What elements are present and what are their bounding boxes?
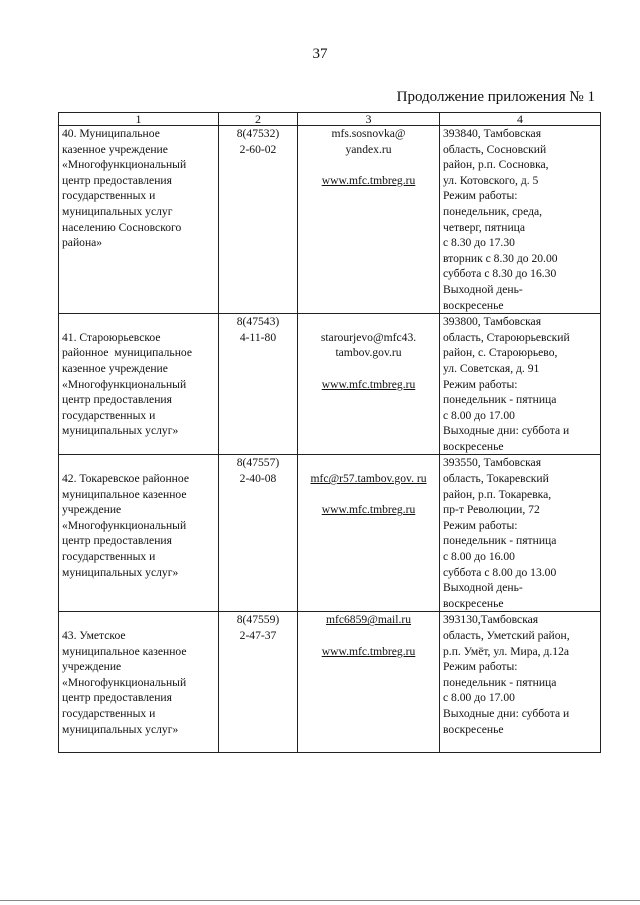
address-line: 393130,Тамбовская: [443, 613, 539, 627]
address-line: пр-т Революции, 72: [443, 503, 540, 517]
institution-name-cell: [59, 126, 219, 314]
contact-cell: [298, 314, 440, 455]
column-header: 2: [219, 113, 298, 126]
institution-name-line: муниципальных услуг: [62, 204, 173, 218]
address-line: с 8.30 до 17.30: [443, 236, 515, 250]
address-line: Выходные дни: суббота и: [443, 706, 570, 720]
table-row: [59, 126, 601, 314]
phone-cell: [219, 314, 298, 455]
column-header: 3: [298, 113, 440, 126]
institution-name-line: муниципальное казенное: [62, 487, 187, 501]
table-row: [59, 314, 601, 455]
column-header: 1: [59, 113, 219, 126]
address-cell: [440, 126, 601, 314]
phone-cell: [219, 126, 298, 314]
institution-name-line: 42. Токаревское районное: [62, 472, 189, 486]
address-line: Режим работы:: [443, 189, 518, 203]
email-link[interactable]: yandex.ru: [345, 142, 392, 156]
institution-name-line: муниципальное казенное: [62, 644, 187, 658]
address-line: ул. Котовского, д. 5: [443, 173, 539, 187]
institution-name-line: учреждение: [62, 660, 122, 674]
address-line: воскресенье: [443, 596, 504, 610]
website-link[interactable]: www.mfc.tmbreg.ru: [321, 644, 416, 658]
address-line: с 8.00 до 17.00: [443, 691, 515, 705]
email-link[interactable]: mfc6859@mail.ru: [325, 613, 412, 627]
address-line: понедельник - пятница: [443, 534, 557, 548]
address-line: воскресенье: [443, 722, 504, 736]
phone-line: 2-40-08: [239, 472, 277, 486]
address-cell: [440, 314, 601, 455]
address-line: суббота с 8.30 до 16.30: [443, 267, 557, 281]
institution-name-line: центр предоставления: [62, 691, 172, 705]
institution-name-line: «Многофункциональный: [62, 158, 187, 172]
address-cell: [440, 455, 601, 612]
address-line: область, Уметский район,: [443, 629, 570, 642]
institution-name-line: казенное учреждение: [62, 361, 168, 375]
email-link[interactable]: starourjevo@mfc43.: [320, 330, 417, 344]
institution-name-cell: [59, 314, 219, 455]
institution-name-line: районное муниципальное: [62, 346, 192, 360]
table-header-row: [59, 113, 601, 126]
address-line: понедельник - пятница: [443, 675, 557, 689]
address-line: район, с. Староюрьево,: [443, 346, 558, 360]
address-line: понедельник - пятница: [443, 393, 557, 407]
address-line: с 8.00 до 16.00: [443, 550, 515, 564]
institution-name-line: государственных и: [62, 408, 156, 422]
institution-name-line: центр предоставления: [62, 393, 172, 407]
institution-name-cell: [59, 612, 219, 753]
institution-name-line: государственных и: [62, 550, 156, 564]
institution-name-line: «Многофункциональный: [62, 518, 187, 532]
address-line: район, р.п. Токаревка,: [443, 487, 552, 501]
contact-cell: [298, 455, 440, 612]
table-row: [59, 612, 601, 753]
institution-name-line: 40. Муниципальное: [62, 127, 160, 140]
phone-cell: [219, 612, 298, 753]
address-line: понедельник, среда,: [443, 204, 543, 218]
page-number: 37: [312, 46, 328, 62]
institution-name-line: «Многофункциональный: [62, 675, 187, 689]
email-link[interactable]: mfc@r57.tambov.gov. ru: [310, 472, 427, 486]
phone-line: 4-11-80: [239, 330, 277, 344]
phone-cell: [219, 455, 298, 612]
address-line: Выходные дни: суббота и: [443, 424, 570, 438]
institution-name-line: муниципальных услуг»: [62, 722, 179, 736]
institution-name-line: центр предоставления: [62, 534, 172, 548]
continuation-title: Продолжение приложения № 1: [396, 89, 595, 105]
email-link[interactable]: mfs.sosnovka@: [331, 127, 406, 140]
column-header: 4: [440, 113, 601, 126]
phone-line: 8(47557): [236, 456, 280, 470]
address-line: 393800, Тамбовская: [443, 315, 542, 329]
institution-name-line: 41. Староюрьевское: [62, 330, 161, 344]
address-line: район, р.п. Сосновка,: [443, 158, 549, 172]
address-line: ул. Советская, д. 91: [443, 361, 540, 375]
address-cell: [440, 612, 601, 753]
website-link[interactable]: www.mfc.tmbreg.ru: [321, 377, 416, 391]
institutions-table: [58, 112, 601, 753]
website-link[interactable]: www.mfc.tmbreg.ru: [321, 503, 416, 517]
contact-cell: [298, 612, 440, 753]
address-line: область, Староюрьевский: [443, 330, 570, 344]
address-line: область, Сосновский: [443, 142, 547, 156]
address-line: суббота с 8.00 до 13.00: [443, 565, 557, 579]
institution-name-line: государственных и: [62, 706, 156, 720]
institution-name-line: «Многофункциональный: [62, 377, 187, 391]
phone-line: 8(47532): [236, 127, 280, 140]
address-line: с 8.00 до 17.00: [443, 408, 515, 422]
phone-line: 8(47543): [236, 315, 280, 329]
address-line: 393840, Тамбовская: [443, 127, 542, 140]
address-line: четверг, пятница: [443, 220, 525, 234]
address-line: Режим работы:: [443, 377, 518, 391]
institution-name-line: центр предоставления: [62, 173, 172, 187]
email-link[interactable]: tambov.gov.ru: [335, 346, 402, 360]
scan-edge-line: [0, 900, 640, 901]
address-line: Выходной день-: [443, 581, 523, 595]
address-line: Выходной день-: [443, 282, 523, 296]
institution-name-line: учреждение: [62, 503, 122, 517]
phone-line: 2-47-37: [239, 629, 277, 642]
institution-name-line: государственных и: [62, 189, 156, 203]
address-line: Режим работы:: [443, 518, 518, 532]
phone-line: 2-60-02: [239, 142, 277, 156]
institution-name-line: казенное учреждение: [62, 142, 168, 156]
address-line: вторник с 8.30 до 20.00: [443, 251, 558, 265]
institution-name-line: 43. Уметское: [62, 629, 126, 642]
institution-name-line: населению Сосновского: [62, 220, 182, 234]
contact-cell: [298, 126, 440, 314]
address-line: Режим работы:: [443, 660, 518, 674]
phone-line: 8(47559): [236, 613, 280, 627]
address-line: р.п. Умёт, ул. Мира, д.12а: [443, 644, 570, 658]
address-line: воскресенье: [443, 439, 504, 453]
institution-name-line: муниципальных услуг»: [62, 424, 179, 438]
institution-name-cell: [59, 455, 219, 612]
institution-name-line: района»: [62, 236, 103, 250]
address-line: область, Токаревский: [443, 472, 549, 486]
table-row: [59, 455, 601, 612]
address-line: воскресенье: [443, 298, 504, 312]
website-link[interactable]: www.mfc.tmbreg.ru: [321, 173, 416, 187]
institution-name-line: муниципальных услуг»: [62, 565, 179, 579]
address-line: 393550, Тамбовская: [443, 456, 542, 470]
